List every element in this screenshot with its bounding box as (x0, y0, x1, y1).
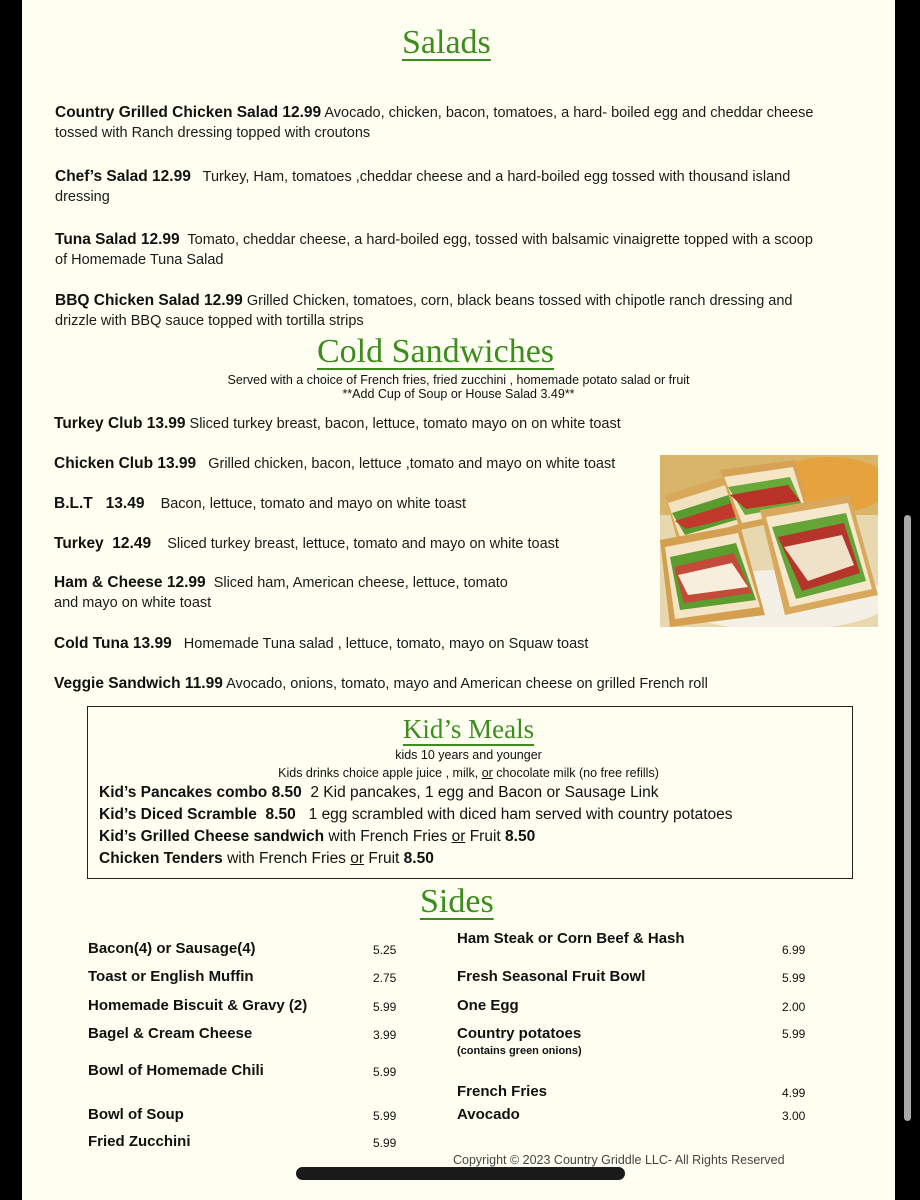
side-price: 5.99 (373, 1109, 397, 1123)
sandwich-item (54, 634, 588, 654)
sandwich-item (54, 454, 615, 474)
side-price: 4.99 (782, 1086, 806, 1100)
item-desc: Sliced turkey breast, lettuce, tomato and mayo on white toast (151, 536, 559, 552)
side-price: 6.99 (782, 943, 806, 957)
side-name: Avocado (457, 1106, 520, 1123)
item-name: Ham & Cheese 12.99 (54, 574, 206, 591)
item-name: Kid’s Diced Scramble 8.50 (99, 806, 296, 823)
note-text: chocolate milk (no free refills) (492, 766, 659, 780)
menu-page (22, 0, 895, 1200)
item-desc: Fruit (364, 850, 404, 867)
home-indicator-bar[interactable] (296, 1167, 625, 1180)
item-desc: 1 egg scrambled with diced ham served with country potatoes (295, 806, 733, 823)
kids-heading-wrap (22, 714, 915, 745)
item-desc: Fruit (465, 828, 506, 845)
sandwich-item (54, 414, 621, 434)
note-or: or (481, 766, 493, 780)
side-name: Fresh Seasonal Fruit Bowl (457, 968, 646, 985)
side-name: One Egg (457, 997, 519, 1014)
kids-meals-heading: Kid’s Meals (402, 714, 535, 744)
item-name: Chef’s Salad 12.99 (55, 168, 191, 185)
salad-item (55, 291, 890, 331)
vertical-scrollbar[interactable] (904, 515, 911, 1121)
item-name: Country Grilled Chicken Salad 12.99 (55, 104, 322, 121)
item-desc-cont: tossed with Ranch dressing topped with croutons (55, 125, 371, 141)
item-desc: Avocado, onions, tomato, mayo and American cheese on grilled French roll (222, 676, 708, 692)
salads-heading: Salads (402, 24, 491, 61)
side-price: 3.00 (782, 1109, 806, 1123)
sandwich-item (54, 573, 508, 613)
item-or: or (350, 850, 365, 867)
kids-item (99, 848, 434, 870)
sides-heading: Sides (420, 883, 494, 920)
item-desc: Tomato, cheddar cheese, a hard-boiled egg, tossed with balsamic vinaigrette topped with a scoop (179, 232, 813, 248)
item-or: or (451, 828, 466, 845)
side-name: Bacon(4) or Sausage(4) (88, 940, 256, 957)
side-name: Toast or English Muffin (88, 968, 254, 985)
item-desc: Sliced ham, American cheese, lettuce, tomato (205, 575, 508, 591)
item-name: Cold Tuna 13.99 (54, 635, 172, 652)
side-price: 2.75 (373, 971, 397, 985)
side-name: Country potatoes (457, 1025, 582, 1042)
item-desc-cont: drizzle with BBQ sauce topped with tortilla strips (55, 313, 364, 329)
item-desc: with French Fries (324, 828, 452, 845)
item-price: 8.50 (403, 850, 434, 867)
kids-item (99, 782, 659, 804)
cold-sandwiches-heading: Cold Sandwiches (317, 333, 555, 370)
item-desc: Grilled chicken, bacon, lettuce ,tomato and mayo on white toast (196, 456, 616, 472)
item-name: Kid’s Pancakes combo 8.50 (99, 784, 302, 801)
item-name: Veggie Sandwich 11.99 (54, 675, 223, 692)
item-name: B.L.T 13.49 (54, 495, 145, 512)
kids-item (99, 804, 733, 826)
kids-item (99, 826, 535, 848)
side-price: 5.99 (373, 1065, 397, 1079)
item-desc: 2 Kid pancakes, 1 egg and Bacon or Sausage Link (301, 784, 659, 801)
salad-item (55, 103, 890, 143)
item-price: 8.50 (505, 828, 536, 845)
sandwich-item (54, 674, 708, 694)
side-name: Bowl of Soup (88, 1106, 184, 1123)
side-price: 5.99 (373, 1000, 397, 1014)
kids-drinks-note (22, 766, 915, 780)
note-text: Kids drinks choice apple juice , milk, (278, 766, 482, 780)
side-price: 5.99 (782, 971, 806, 985)
item-desc: with French Fries (222, 850, 351, 867)
item-desc: Turkey, Ham, tomatoes ,cheddar cheese and a hard-boiled egg tossed with thousand island (190, 169, 791, 185)
item-name: Turkey 12.49 (54, 535, 152, 552)
item-desc-cont: dressing (55, 189, 110, 205)
item-desc: Avocado, chicken, bacon, tomatoes, a hard- boiled egg and cheddar cheese (321, 105, 814, 121)
side-price: 5.25 (373, 943, 397, 957)
side-note: (contains green onions) (457, 1045, 582, 1057)
item-name: Chicken Tenders (99, 850, 223, 867)
item-name: Turkey Club 13.99 (54, 415, 186, 432)
side-name: Bowl of Homemade Chili (88, 1062, 264, 1079)
side-price: 3.99 (373, 1028, 397, 1042)
side-name: Fried Zucchini (88, 1133, 191, 1150)
salad-item (55, 230, 895, 270)
item-name: Chicken Club 13.99 (54, 455, 197, 472)
side-name: Ham Steak or Corn Beef & Hash (457, 930, 685, 947)
item-name: Tuna Salad 12.99 (55, 231, 180, 248)
item-desc-cont: and mayo on white toast (54, 595, 212, 611)
side-price: 5.99 (373, 1136, 397, 1150)
salad-item (55, 167, 890, 207)
side-name: French Fries (457, 1083, 548, 1100)
item-desc: Sliced turkey breast, bacon, lettuce, tomato mayo on on white toast (185, 416, 621, 432)
side-name: Bagel & Cream Cheese (88, 1025, 253, 1042)
item-name: Kid’s Grilled Cheese sandwich (99, 828, 325, 845)
item-desc: Grilled Chicken, tomatoes, corn, black beans tossed with chipotle ranch dressing and (242, 293, 793, 309)
side-price: 2.00 (782, 1000, 806, 1014)
item-desc: Bacon, lettuce, tomato and mayo on white toast (144, 496, 467, 512)
item-desc-cont: of Homemade Tuna Salad (55, 252, 224, 268)
copyright-text: Copyright © 2023 Country Griddle LLC- All Rights Reserved (453, 1153, 785, 1167)
sandwich-item (54, 494, 466, 514)
side-price: 5.99 (782, 1027, 806, 1041)
item-name: BBQ Chicken Salad 12.99 (55, 292, 243, 309)
side-name: Homemade Biscuit & Gravy (2) (88, 997, 308, 1014)
item-desc: Homemade Tuna salad , lettuce, tomato, mayo on Squaw toast (171, 636, 589, 652)
sandwich-sides-note: Served with a choice of French fries, fried zucchini , homemade potato salad or fruit (227, 373, 690, 387)
kids-age-note: kids 10 years and younger (395, 748, 542, 762)
add-soup-note: **Add Cup of Soup or House Salad 3.49** (342, 387, 575, 401)
sandwich-item (54, 534, 559, 554)
club-sandwich-photo (660, 455, 878, 627)
